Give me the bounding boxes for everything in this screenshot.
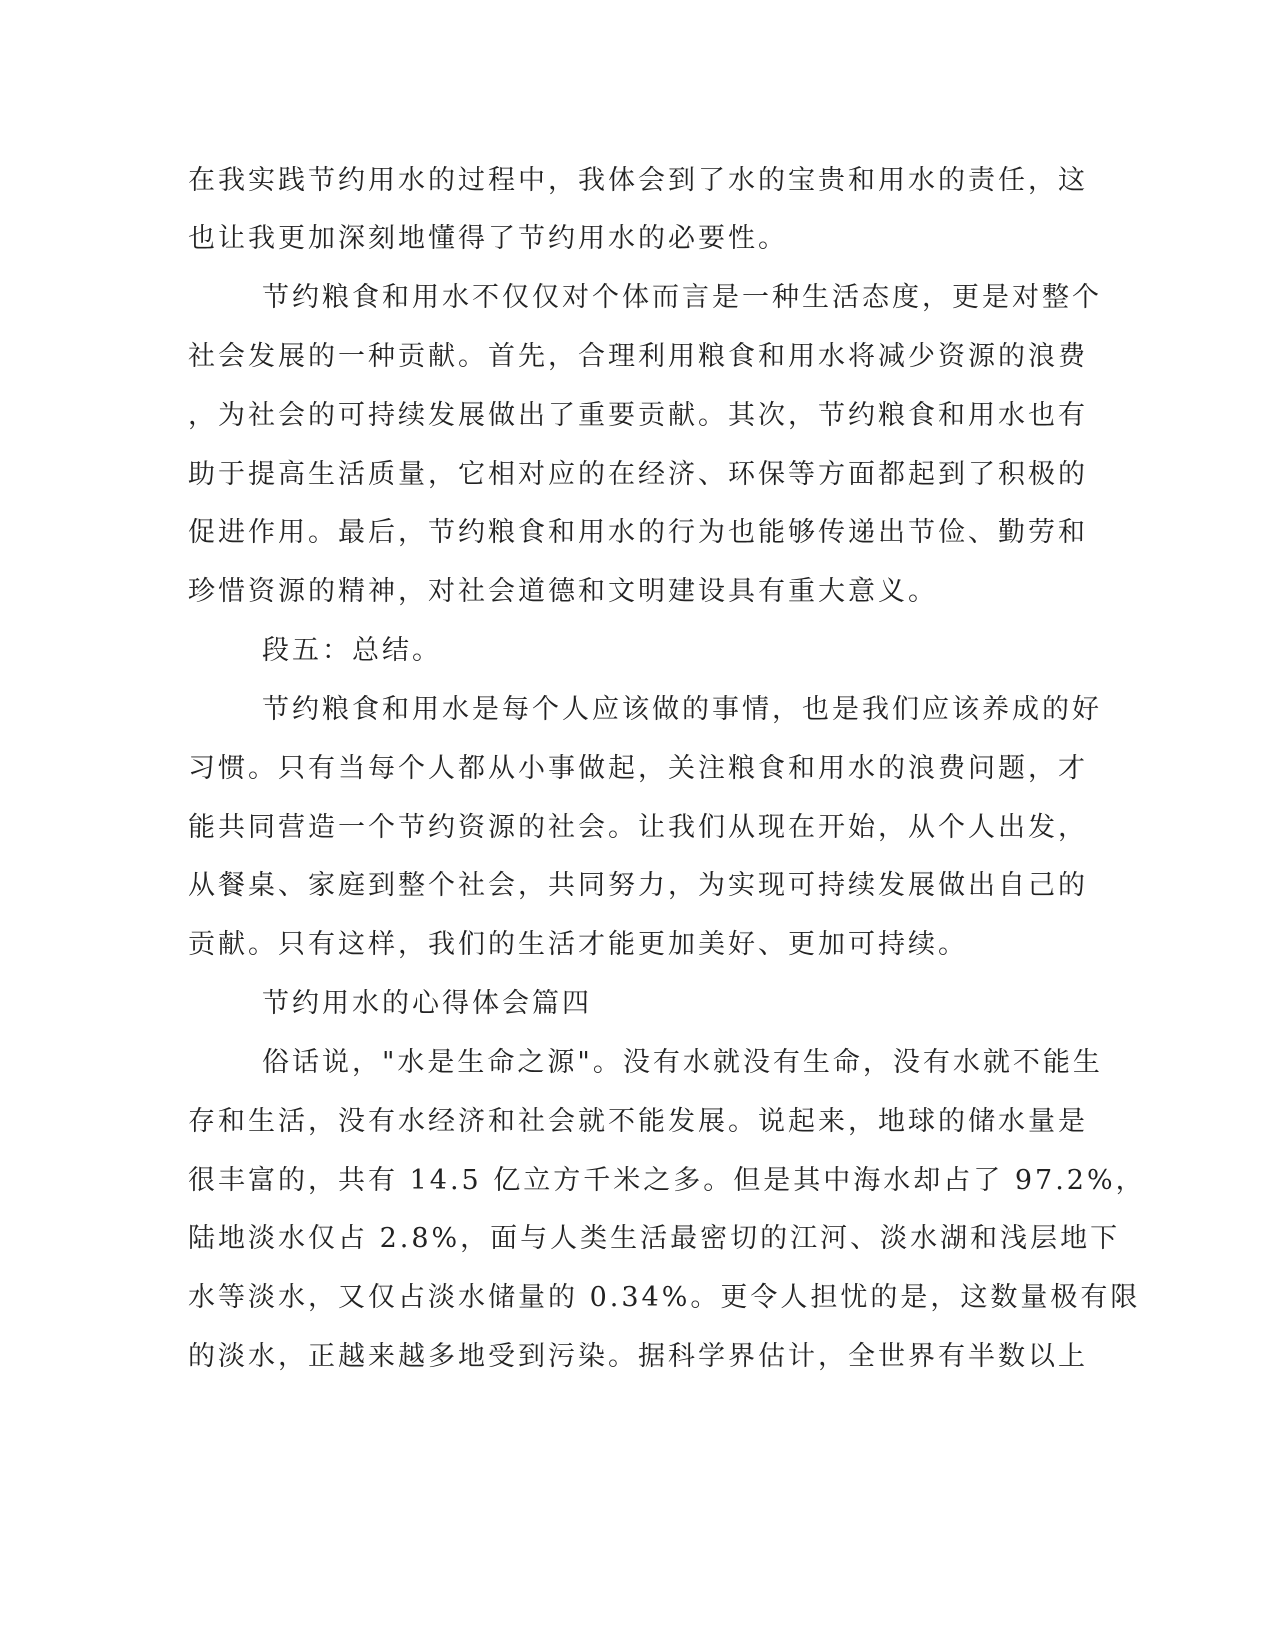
text-line: 存和生活，没有水经济和社会就不能发展。说起来，地球的储水量是 [188,1106,1088,1137]
paragraph-start-line: 俗话说，"水是生命之源"。没有水就没有生命，没有水就不能生 [262,1047,1103,1078]
section-heading: 段五：总结。 [262,635,442,666]
paragraph-start-line: 节约粮食和用水不仅仅对个体而言是一种生活态度，更是对整个 [262,282,1102,313]
text-line: 社会发展的一种贡献。首先，合理利用粮食和用水将减少资源的浪费 [188,341,1088,372]
text-line: 也让我更加深刻地懂得了节约用水的必要性。 [188,223,788,254]
text-line: 水等淡水，又仅占淡水储量的 0.34%。更令人担忧的是，这数量极有限 [188,1282,1141,1313]
text-line: 助于提高生活质量，它相对应的在经济、环保等方面都起到了积极的 [188,459,1088,490]
text-line: 的淡水，正越来越多地受到污染。据科学界估计，全世界有半数以上 [188,1341,1088,1372]
text-line: 从餐桌、家庭到整个社会，共同努力，为实现可持续发展做出自己的 [188,870,1088,901]
text-line: 陆地淡水仅占 2.8%，面与人类生活最密切的江河、淡水湖和浅层地下 [188,1223,1121,1254]
text-line: 贡献。只有这样，我们的生活才能更加美好、更加可持续。 [188,929,968,960]
text-line: 习惯。只有当每个人都从小事做起，关注粮食和用水的浪费问题，才 [188,753,1088,784]
text-line: 很丰富的，共有 14.5 亿立方千米之多。但是其中海水却占了 97.2%， [188,1165,1146,1196]
article-title: 节约用水的心得体会篇四 [262,988,592,1019]
text-line: 在我实践节约用水的过程中，我体会到了水的宝贵和用水的责任，这 [188,165,1088,196]
text-line: ，为社会的可持续发展做出了重要贡献。其次，节约粮食和用水也有 [188,400,1088,431]
text-line: 珍惜资源的精神，对社会道德和文明建设具有重大意义。 [188,576,938,607]
paragraph-start-line: 节约粮食和用水是每个人应该做的事情，也是我们应该养成的好 [262,694,1102,725]
text-line: 能共同营造一个节约资源的社会。让我们从现在开始，从个人出发， [188,812,1088,843]
text-line: 促进作用。最后，节约粮食和用水的行为也能够传递出节俭、勤劳和 [188,517,1088,548]
